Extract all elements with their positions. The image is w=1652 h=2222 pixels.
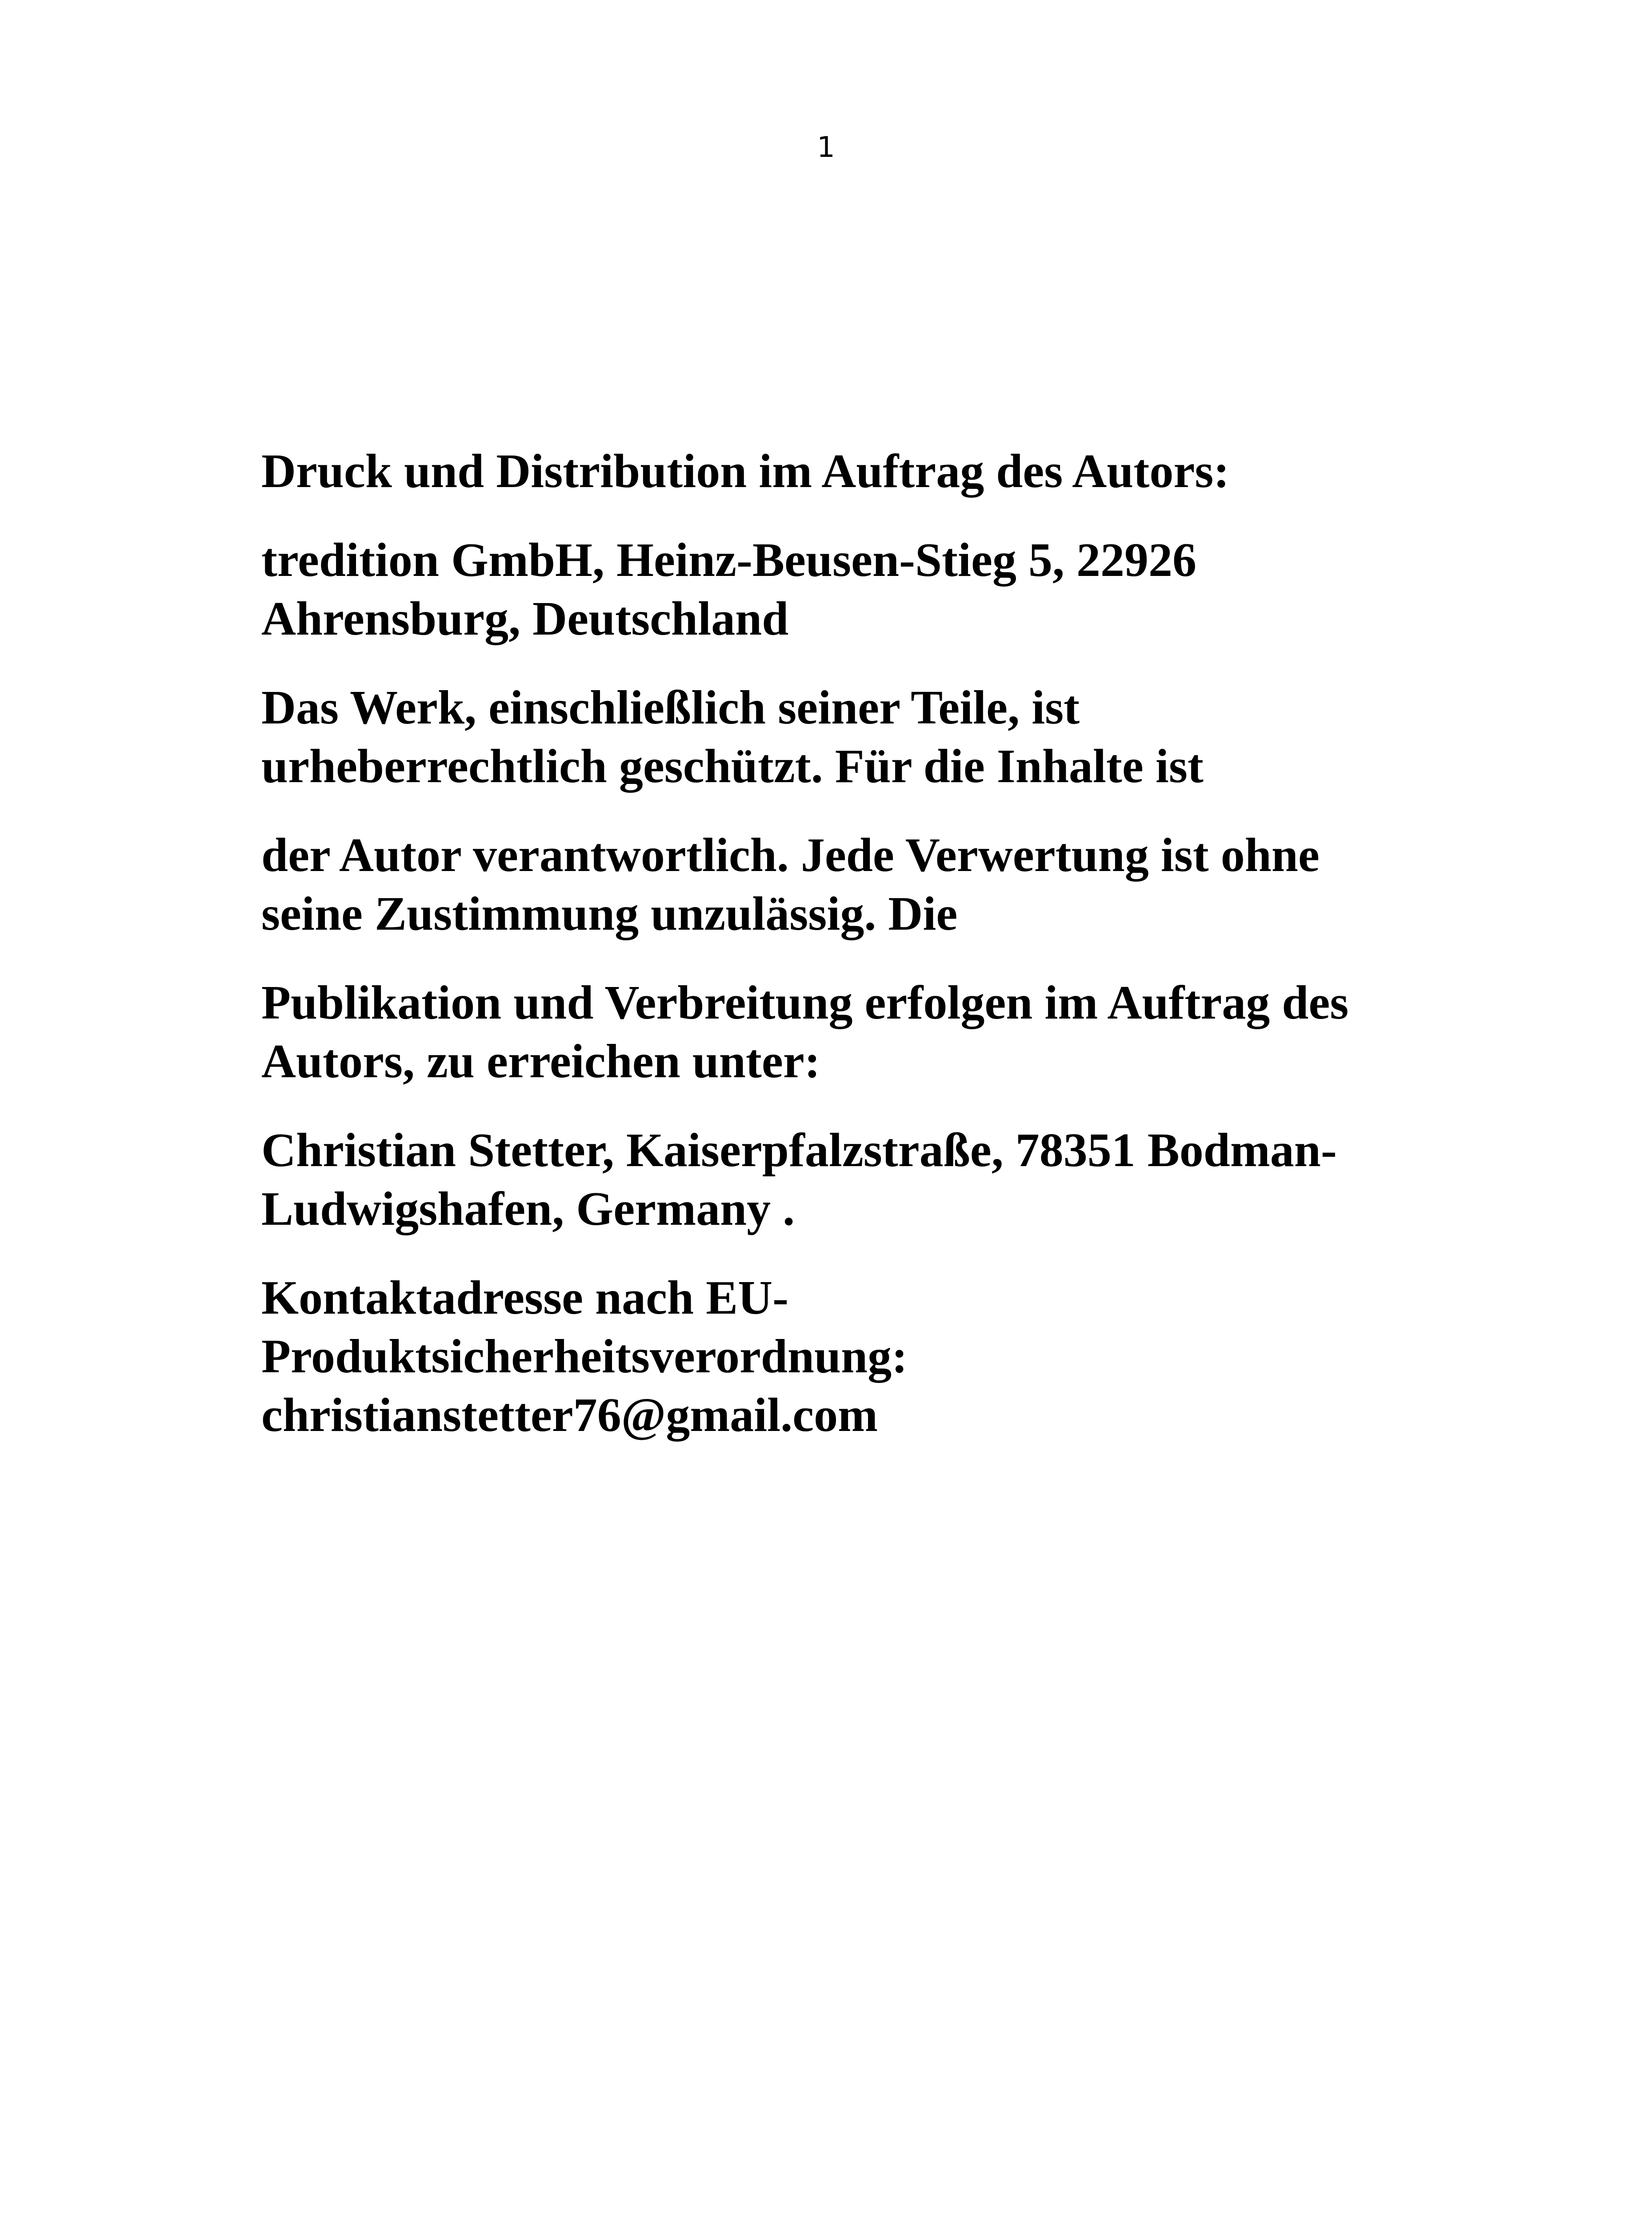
text-line: urheberrechtlich geschützt. Für die Inhalte ist bbox=[261, 740, 1204, 793]
imprint-paragraph-author-address bbox=[261, 1121, 1417, 1239]
imprint-paragraph-printing bbox=[261, 442, 1417, 501]
imprint-body bbox=[261, 442, 1417, 1475]
imprint-paragraph-contact bbox=[261, 1269, 1417, 1445]
imprint-paragraph-responsibility bbox=[261, 826, 1417, 943]
text-line: Ludwigshafen, Germany . bbox=[261, 1183, 795, 1235]
contact-email: christianstetter76@gmail.com bbox=[261, 1389, 878, 1442]
imprint-paragraph-publication bbox=[261, 974, 1417, 1091]
text-line: Publikation und Verbreitung erfolgen im Auftrag des bbox=[261, 976, 1349, 1029]
text-line: Kontaktadresse nach EU- bbox=[261, 1271, 789, 1324]
page-number: 1 bbox=[817, 131, 835, 164]
imprint-paragraph-copyright bbox=[261, 679, 1417, 796]
text-line: Autors, zu erreichen unter: bbox=[261, 1035, 820, 1088]
text-line: der Autor verantwortlich. Jede Verwertung ist ohne bbox=[261, 829, 1320, 882]
text-line: Druck und Distribution im Auftrag des Autors: bbox=[261, 445, 1230, 498]
text-line: Das Werk, einschließlich seiner Teile, ist bbox=[261, 681, 1080, 734]
text-line: Ahrensburg, Deutschland bbox=[261, 592, 789, 645]
text-line: tredition GmbH, Heinz-Beusen-Stieg 5, 22926 bbox=[261, 534, 1196, 587]
text-line: Christian Stetter, Kaiserpfalzstraße, 78351 Bodman- bbox=[261, 1124, 1337, 1177]
text-line: seine Zustimmung unzulässig. Die bbox=[261, 887, 958, 940]
imprint-paragraph-publisher-address bbox=[261, 531, 1417, 648]
text-line: Produktsicherheitsverordnung: bbox=[261, 1330, 908, 1383]
